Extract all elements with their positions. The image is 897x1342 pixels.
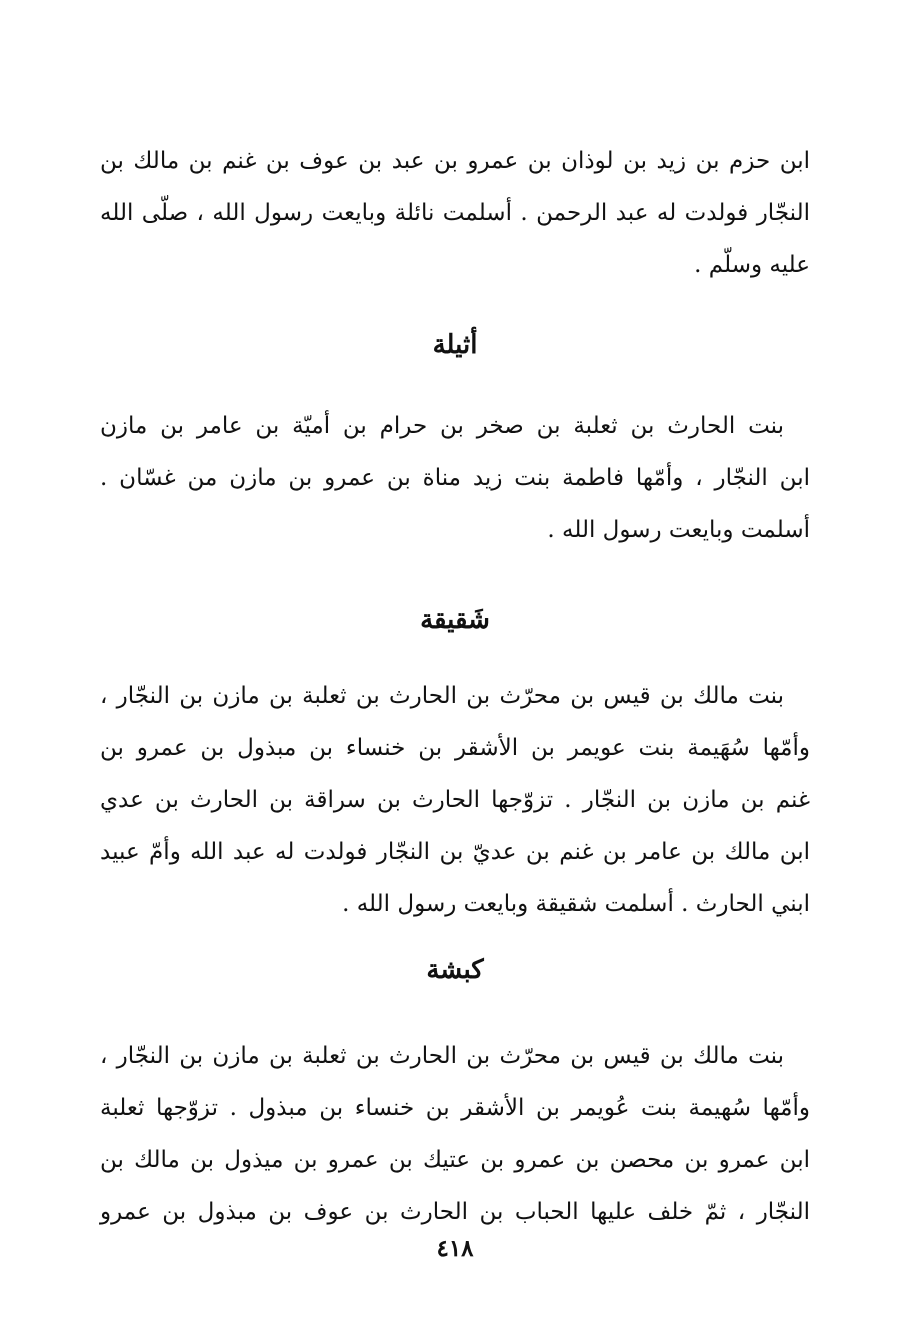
section-title-kabsha: كبشة — [426, 955, 484, 985]
intro-paragraph — [100, 135, 810, 291]
paragraph-line: عليه وسلّم . — [694, 252, 810, 278]
section-title-athila: أثيلة — [432, 330, 478, 360]
section-paragraph-kabsha — [100, 1030, 810, 1238]
paragraph-line: بنت الحارث بن ثعلبة بن صخر بن حرام بن أميّة بن عامر بن مازن — [100, 413, 784, 439]
paragraph-line: ابن حزم بن زيد بن لوذان بن عمرو بن عبد بن عوف بن غنم بن مالك بن — [100, 148, 810, 174]
section-paragraph-shaqiqa — [100, 670, 810, 930]
paragraph-line: النجّار فولدت له عبد الرحمن . أسلمت نائلة وبايعت رسول الله ، صلّى الله — [100, 200, 810, 226]
book-page — [100, 135, 810, 1325]
paragraph-line: وأمّها سُهيمة بنت عُويمر بن الأشقر بن خنساء بن مبذول . تزوّجها ثعلبة — [100, 1095, 810, 1121]
paragraph-line: ابن النجّار ، وأمّها فاطمة بنت زيد مناة بن عمرو بن مازن من غسّان . — [100, 465, 810, 491]
section-paragraph-athila — [100, 400, 810, 556]
section-title-shaqiqa: شَقيقة — [420, 605, 490, 635]
paragraph-line: ابن عمرو بن محصن بن عمرو بن عتيك بن عمرو بن ميذول بن مالك بن — [100, 1147, 810, 1173]
page-number: ٤١٨ — [436, 1235, 474, 1262]
paragraph-line: ابني الحارث . أسلمت شقيقة وبايعت رسول الله . — [342, 891, 810, 917]
paragraph-line: وأمّها سُهَيمة بنت عويمر بن الأشقر بن خنساء بن مبذول بن عمرو بن — [100, 735, 810, 761]
paragraph-line: ابن مالك بن عامر بن غنم بن عديّ بن النجّار فولدت له عبد الله وأمّ عبيد — [100, 839, 810, 865]
paragraph-line: النجّار ، ثمّ خلف عليها الحباب بن الحارث بن عوف بن مبذول بن عمرو — [100, 1199, 810, 1225]
paragraph-line: أسلمت وبايعت رسول الله . — [547, 517, 810, 543]
paragraph-line: بنت مالك بن قيس بن محرّث بن الحارث بن ثعلبة بن مازن بن النجّار ، — [100, 1043, 784, 1069]
paragraph-line: غنم بن مازن بن النجّار . تزوّجها الحارث بن سراقة بن الحارث بن عدي — [100, 787, 810, 813]
paragraph-line: بنت مالك بن قيس بن محرّث بن الحارث بن ثعلبة بن مازن بن النجّار ، — [100, 683, 784, 709]
